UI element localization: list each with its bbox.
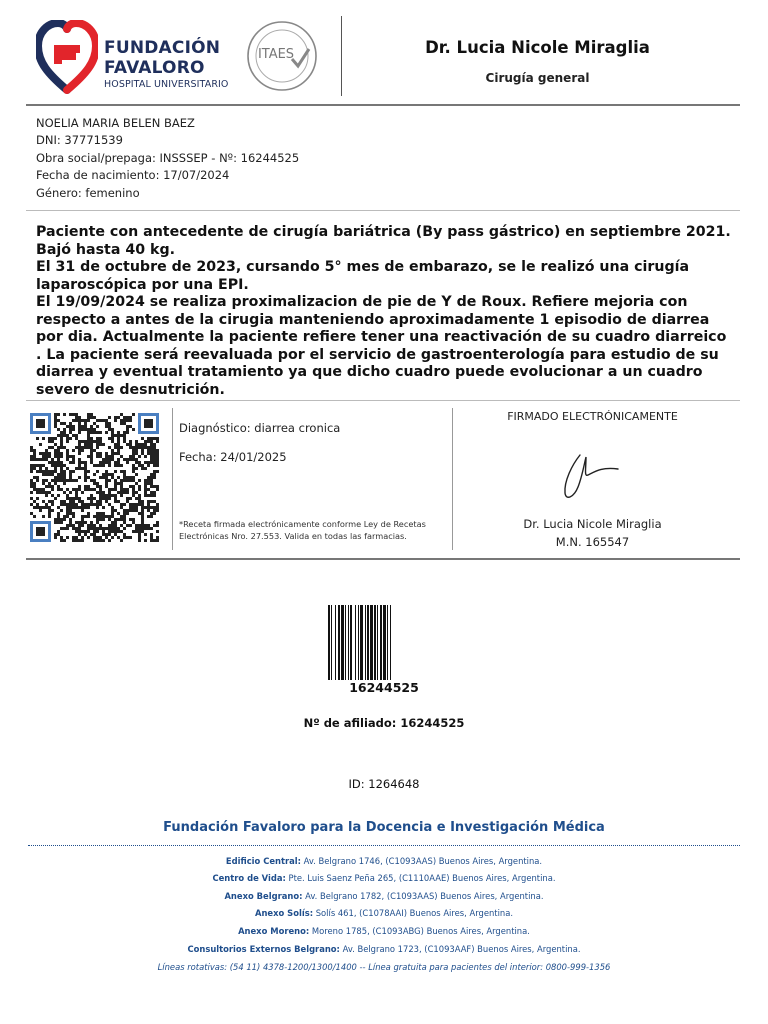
affiliate-number: Nº de afiliado: 16244525 xyxy=(303,716,465,730)
seal-label: ITAES xyxy=(257,47,295,62)
location-label: Anexo Solís: xyxy=(254,908,314,918)
note-rule xyxy=(26,400,740,401)
footer-location xyxy=(0,856,768,866)
rx-rule xyxy=(26,558,740,560)
footer-location xyxy=(0,944,768,954)
footer-phones: Líneas rotativas: (54 11) 4378-1200/1300/1400 -- Línea gratuita para pacientes del interior: 0800-999-1356 xyxy=(157,962,611,972)
footer-location xyxy=(0,926,768,936)
patient-insurance: Obra social/prepaga: INSSSEP - Nº: 16244525 xyxy=(36,151,300,165)
doctor-specialty: Cirugía general xyxy=(485,71,590,85)
hospital-logo xyxy=(36,20,236,94)
rx-divider-right xyxy=(452,408,453,550)
footer-title: Fundación Favaloro para la Docencia e Investigación Médica xyxy=(163,820,605,835)
location-address: Av. Belgrano 1782, (C1093AAS) Buenos Aires, Argentina. xyxy=(305,891,544,901)
location-address: Av. Belgrano 1746, (C1093AAS) Buenos Aires, Argentina. xyxy=(303,856,543,866)
note-paragraph: El 31 de octubre de 2023, cursando 5° mes de embarazo, se le realizó una cirugía laparoscópica por una EPI. xyxy=(36,259,690,293)
patient-dni: DNI: 37771539 xyxy=(36,133,123,147)
location-address: Pte. Luis Saenz Peña 265, (C1110AAE) Buenos Aires, Argentina. xyxy=(288,873,556,883)
note-paragraph: Paciente con antecedente de cirugía bariátrica (By pass gástrico) en septiembre 2021. Bajó hasta 40 kg. xyxy=(36,224,731,258)
location-label: Centro de Vida: xyxy=(212,873,286,883)
location-address: Moreno 1785, (C1093ABG) Buenos Aires, Argentina. xyxy=(311,926,530,936)
signature-name: Dr. Lucia Nicole Miraglia xyxy=(523,517,662,531)
signature-license: M.N. 165547 xyxy=(555,535,630,549)
patient-rule xyxy=(26,210,740,211)
footer-location xyxy=(0,891,768,901)
location-label: Anexo Belgrano: xyxy=(224,891,303,901)
signature-scribble-icon xyxy=(556,447,626,502)
barcode xyxy=(327,605,441,680)
location-label: Consultorios Externos Belgrano: xyxy=(187,944,340,954)
logo-word-favaloro: FAVALORO xyxy=(104,58,205,78)
patient-birthdate: Fecha de nacimiento: 17/07/2024 xyxy=(36,168,230,182)
heart-logo-icon xyxy=(36,20,98,94)
patient-gender: Género: femenino xyxy=(36,186,140,200)
clinical-note xyxy=(36,224,736,399)
note-paragraph: El 19/09/2024 se realiza proximalizacion de pie de Y de Roux. Refiere mejoria con respecto a antes de la cirugia manteniendo aproximadamente 1 episodio de diarrea por dia. Actualmente la paciente refiere tener una reactivación de su cuadro diarreico . La paciente será reevaluada por el servicio de gastroenterología para estudio de su diarrea y eventual tratamiento ya que dicho cuadro puede evolucionar a un cuadro severo de desnutrición. xyxy=(36,294,727,398)
barcode-icon xyxy=(327,605,441,680)
logo-word-fundacion: FUNDACIÓN xyxy=(104,38,221,58)
location-label: Edificio Central: xyxy=(225,856,301,866)
prescription-date: Fecha: 24/01/2025 xyxy=(179,450,287,464)
qr-code-icon xyxy=(30,411,160,547)
doctor-name: Dr. Lucia Nicole Miraglia xyxy=(425,38,650,57)
legal-note: *Receta firmada electrónicamente conforme Ley de Recetas Electrónicas Nro. 27.553. Valida en todas las farmacias. xyxy=(179,519,426,541)
footer-location xyxy=(0,873,768,883)
location-address: Av. Belgrano 1723, (C1093AAF) Buenos Aires, Argentina. xyxy=(342,944,581,954)
patient-name: NOELIA MARIA BELEN BAEZ xyxy=(36,116,195,130)
footer-location xyxy=(0,908,768,918)
footer-dotted-rule xyxy=(28,845,740,846)
document-id: ID: 1264648 xyxy=(348,777,420,791)
location-address: Solís 461, (C1078AAI) Buenos Aires, Argentina. xyxy=(315,908,514,918)
qr-code xyxy=(30,411,160,547)
location-label: Anexo Moreno: xyxy=(238,926,310,936)
barcode-number: 16244525 xyxy=(349,680,419,695)
header-rule xyxy=(26,104,740,106)
rx-divider-left xyxy=(172,408,173,550)
diagnosis: Diagnóstico: diarrea cronica xyxy=(179,421,341,435)
header-divider xyxy=(341,16,342,96)
accreditation-seal xyxy=(246,19,318,93)
signature-title: FIRMADO ELECTRÓNICAMENTE xyxy=(507,410,678,423)
signature xyxy=(556,447,626,502)
logo-word-hospital: HOSPITAL UNIVERSITARIO xyxy=(104,79,229,90)
